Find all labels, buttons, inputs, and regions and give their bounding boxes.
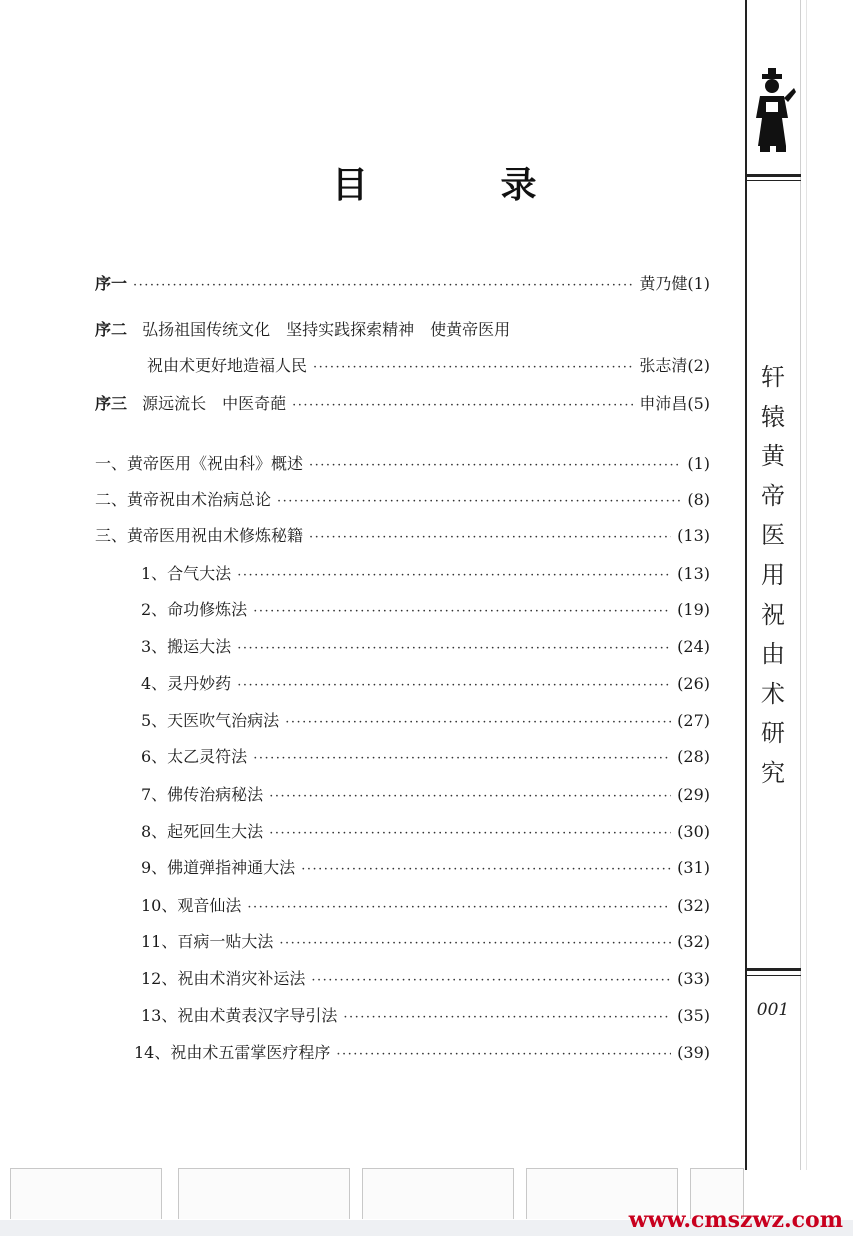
yellow-emperor-emblem-icon [752,68,796,154]
leader-dots [279,932,671,956]
leader-dots [311,969,671,993]
sidebar-edge-rule-2 [806,0,807,1170]
preface-label: 序二 [95,320,128,339]
toc-section-13[interactable] [141,1004,710,1028]
toc-section-8[interactable] [141,820,710,844]
sidebar-band-top-thin [745,180,801,181]
page-number: 001 [756,1000,790,1020]
toc-section-6[interactable] [141,745,710,769]
section-page: (24) [677,637,710,656]
section-page: (30) [677,822,710,841]
sidebar-band-bottom [745,968,801,971]
leader-dots [301,858,671,882]
preface-page: (1) [687,274,710,293]
section-label: 6、太乙灵符法 [141,747,248,766]
section-page: (28) [677,747,710,766]
preface-text: 弘扬祖国传统文化 坚持实践探索精神 使黄帝医用 [142,320,511,339]
preface-text: 祝由术更好地造福人民 [147,356,308,375]
book-title-char: 究 [761,758,785,787]
leader-dots [285,711,671,735]
leader-dots [253,747,671,771]
toc-preface-2-line1[interactable] [95,318,510,342]
leader-dots [309,454,681,478]
sidebar-band-bottom-thin [745,975,801,976]
toc-section-9[interactable] [141,856,710,880]
section-page: (13) [677,564,710,583]
chapter-page: (8) [687,490,710,509]
section-page: (31) [677,858,710,877]
book-title-vertical [753,358,793,794]
book-title-char: 研 [761,719,785,748]
sidebar-band-top [745,174,801,177]
section-label: 10、观音仙法 [141,896,242,915]
section-label: 8、起死回生大法 [141,822,264,841]
section-page: (19) [677,600,710,619]
book-title-char: 用 [761,560,785,589]
section-label: 7、佛传治病秘法 [141,785,264,804]
toc-section-12[interactable] [141,967,710,991]
strip-panel [362,1168,514,1219]
chapter-label: 三、黄帝医用祝由术修炼秘籍 [95,526,304,545]
section-label: 11、百病一贴大法 [141,932,274,951]
leader-dots [269,822,671,846]
chapter-page: (13) [677,526,710,545]
preface-author: 张志清 [639,356,688,375]
leader-dots [292,394,633,418]
leader-dots [313,356,633,380]
section-page: (29) [677,785,710,804]
section-label: 13、祝由术黄表汉字导引法 [141,1006,338,1025]
toc-section-4[interactable] [141,672,710,696]
preface-page: (5) [687,394,710,413]
toc-chapter-2[interactable] [95,488,710,512]
section-page: (27) [677,711,710,730]
leader-dots [237,674,671,698]
preface-label: 序一 [95,274,128,293]
toc-preface-3[interactable] [95,392,710,416]
section-page: (26) [677,674,710,693]
preface-author: 申沛昌 [639,394,688,413]
chapter-page: (1) [687,454,710,473]
section-page: (33) [677,969,710,988]
strip-panel [178,1168,350,1219]
section-label: 1、合气大法 [141,564,232,583]
book-title-char: 由 [761,640,785,669]
book-title-char: 祝 [761,600,785,629]
section-label: 9、佛道弹指神通大法 [141,858,296,877]
watermark: www.cmszwz.com [628,1207,843,1233]
toc-preface-2-line2[interactable] [147,354,710,378]
leader-dots [253,600,671,624]
toc-section-2[interactable] [141,598,710,622]
book-title-char: 辕 [761,402,785,431]
preface-page: (2) [687,356,710,375]
preface-author: 黄乃健 [639,274,688,293]
toc-chapter-1[interactable] [95,452,710,476]
book-title-char: 医 [761,521,785,550]
page-title: 目 录 [332,165,597,206]
preface-heading [95,392,286,416]
leader-dots [237,637,671,661]
section-label: 12、祝由术消灾补运法 [141,969,306,988]
section-page: (32) [677,932,710,951]
section-label: 14、祝由术五雷掌医疗程序 [134,1043,331,1062]
section-label: 4、灵丹妙药 [141,674,232,693]
leader-dots [343,1006,671,1030]
chapter-label: 二、黄帝祝由术治病总论 [95,490,272,509]
leader-dots [309,526,671,550]
section-label: 5、天医吹气治病法 [141,711,280,730]
toc-section-3[interactable] [141,635,710,659]
toc-section-7[interactable] [141,783,710,807]
toc-section-5[interactable] [141,709,710,733]
section-label: 3、搬运大法 [141,637,232,656]
toc-preface-1[interactable] [95,272,710,296]
leader-dots [237,564,671,588]
toc-section-1[interactable] [141,562,710,586]
leader-dots [133,274,633,298]
toc-section-10[interactable] [141,894,710,918]
book-title-char: 黄 [761,442,785,471]
strip-panel [10,1168,162,1219]
toc-section-11[interactable] [141,930,710,954]
section-label: 2、命功修炼法 [141,600,248,619]
leader-dots [336,1043,671,1067]
book-title-char: 帝 [761,481,785,510]
book-title-char: 轩 [761,363,785,391]
section-page: (39) [677,1043,710,1062]
chapter-label: 一、黄帝医用《祝由科》概述 [95,454,304,473]
toc-section-14[interactable] [134,1041,710,1065]
leader-dots [269,785,671,809]
preface-text: 源远流长 中医奇葩 [142,394,287,413]
toc-chapter-3[interactable] [95,524,710,548]
leader-dots [247,896,671,920]
leader-dots [277,490,681,514]
book-title-char: 术 [761,679,785,708]
section-page: (35) [677,1006,710,1025]
section-page: (32) [677,896,710,915]
preface-label: 序三 [95,394,128,413]
